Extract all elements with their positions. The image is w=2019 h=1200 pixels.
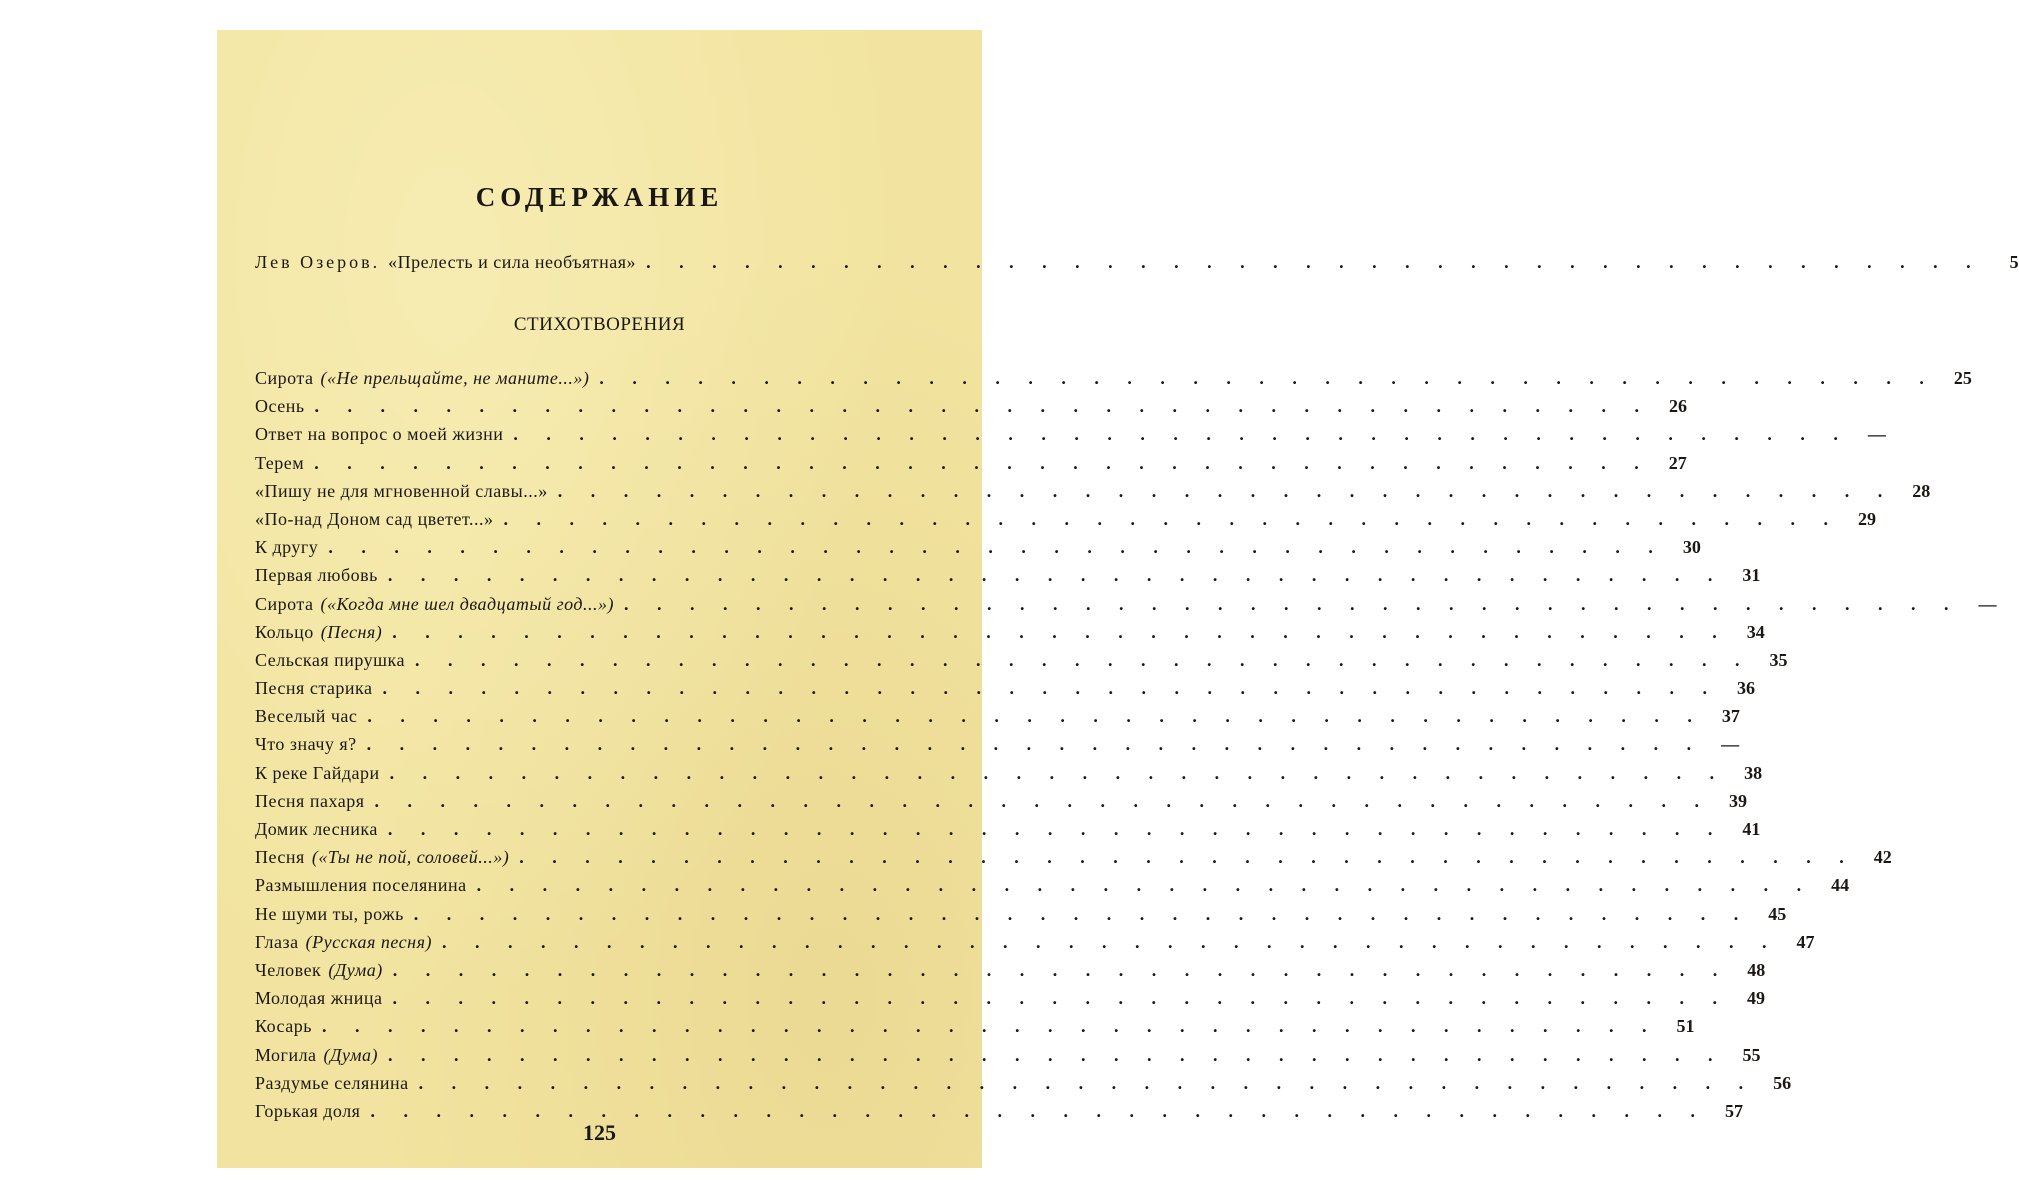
entry-title: Могила	[255, 1044, 317, 1065]
toc-entry	[255, 396, 1688, 424]
entry-page: 36	[1737, 678, 1755, 699]
entry-title: Косарь	[255, 1016, 312, 1037]
entry-page: 48	[1747, 959, 1766, 980]
leader-dots: . . . . . . . . . . . . . . . . . . . . . . . . . . . . . . . . . . . . . . . . .	[503, 508, 1840, 529]
toc-entry	[255, 678, 1755, 706]
leader-dots: . . . . . . . . . . . . . . . . . . . . . . . . . . . . . . . . . . . . . . . . .	[441, 931, 1779, 952]
entry-title: Сирота	[255, 368, 314, 388]
toc-entry	[255, 762, 1763, 791]
entry-note: (Песня)	[320, 621, 383, 642]
entry-page: 28	[1912, 480, 1931, 501]
entry-title: Размышления поселянина	[255, 875, 467, 896]
toc-entry	[255, 988, 1766, 1016]
toc-entry	[255, 734, 1740, 762]
leader-dots: . . . . . . . . . . . . . . . . . . . . . . . . . . . . . . . . . . . . . . . . .	[370, 1100, 1707, 1121]
entry-page: 34	[1746, 621, 1765, 642]
entry-title: Горькая доля	[255, 1100, 361, 1121]
toc-list	[255, 368, 1997, 1129]
entry-title: Кольцо	[255, 621, 314, 642]
entry-page: 45	[1768, 903, 1787, 924]
intro-title: «Прелесть и сила необъятная»	[388, 252, 637, 272]
toc-entry	[255, 593, 1997, 622]
entry-page: 39	[1729, 790, 1747, 811]
toc-entry	[255, 424, 1886, 452]
entry-title: Молодая жница	[255, 988, 383, 1009]
entry-page: 26	[1669, 396, 1688, 417]
entry-title: Веселый час	[255, 706, 358, 727]
toc-entry	[255, 1072, 1792, 1101]
leader-dots: . . . . . . . . . . . . . . . . . . . . . . . . . . . . . . . . . . . . . . . . .	[599, 368, 1936, 388]
entry-title: Сирота	[255, 593, 314, 614]
entry-title: К другу	[255, 537, 319, 558]
toc-entry	[255, 508, 1876, 537]
intro-leader-dots: . . . . . . . . . . . . . . . . . . . . . . . . . . . . . . . . . . . . . . . . .	[646, 252, 1983, 272]
leader-dots: . . . . . . . . . . . . . . . . . . . . . . . . . . . . . . . . . . . . . . . . .	[321, 1016, 1659, 1037]
entry-page: 56	[1773, 1072, 1792, 1093]
toc-entry	[255, 452, 1687, 481]
entry-title: Песня	[255, 847, 305, 868]
intro-page: 5	[2009, 252, 2019, 272]
entry-title: Песня пахаря	[255, 790, 365, 811]
leader-dots: . . . . . . . . . . . . . . . . . . . . . . . . . . . . . . . . . . . . . . . . .	[387, 565, 1725, 586]
toc-entry	[255, 875, 1850, 903]
entry-page: 44	[1831, 875, 1850, 896]
leader-dots: . . . . . . . . . . . . . . . . . . . . . . . . . . . . . . . . . . . . . . . . .	[374, 790, 1711, 811]
leader-dots: . . . . . . . . . . . . . . . . . . . . . . . . . . . . . . . . . . . . . . . . .	[519, 847, 1856, 868]
entry-page: 47	[1796, 931, 1815, 952]
entry-page: 27	[1668, 452, 1687, 473]
entry-page: 49	[1747, 988, 1766, 1009]
entry-title: Первая любовь	[255, 565, 378, 586]
entry-title: Что значу я?	[255, 734, 357, 755]
leader-dots: . . . . . . . . . . . . . . . . . . . . . . . . . . . . . . . . . . . . . . . . .	[366, 734, 1704, 755]
entry-page: 51	[1676, 1016, 1695, 1037]
entry-page: —	[1867, 424, 1886, 445]
leader-dots: . . . . . . . . . . . . . . . . . . . . . . . . . . . . . . . . . . . . . . . . .	[513, 424, 1850, 445]
toc-entry	[255, 931, 1815, 960]
toc-entry	[255, 1044, 1761, 1073]
leader-dots: . . . . . . . . . . . . . . . . . . . . . . . . . . . . . . . . . . . . . . . . .	[328, 537, 1665, 558]
entry-page: 31	[1742, 565, 1761, 586]
leader-dots: . . . . . . . . . . . . . . . . . . . . . . . . . . . . . . . . . . . . . . . . .	[388, 1044, 1725, 1065]
entry-page: 41	[1742, 819, 1761, 839]
entry-title: Ответ на вопрос о моей жизни	[255, 424, 504, 445]
entry-page: 29	[1857, 508, 1876, 529]
entry-title: Домик лесника	[255, 819, 378, 839]
entry-note: (Дума)	[328, 959, 383, 980]
entry-title: Осень	[255, 396, 305, 417]
entry-page: —	[1721, 734, 1740, 755]
book-page	[217, 30, 2019, 1168]
entry-page: 25	[1953, 368, 1972, 388]
toc-entry	[255, 819, 1761, 847]
leader-dots: . . . . . . . . . . . . . . . . . . . . . . . . . . . . . . . . . . . . . . . . .	[476, 875, 1814, 896]
leader-dots: . . . . . . . . . . . . . . . . . . . . . . . . . . . . . . . . . . . . . . . . .	[418, 1072, 1756, 1093]
toc-entry	[255, 847, 1892, 875]
entry-title: Раздумье селянина	[255, 1072, 409, 1093]
entry-page: 37	[1721, 706, 1740, 727]
entry-title: «По-над Доном сад цветет...»	[255, 508, 494, 529]
entry-note: («Не прельщайте, не маните...»)	[320, 368, 590, 388]
leader-dots: . . . . . . . . . . . . . . . . . . . . . . . . . . . . . . . . . . . . . . . . .	[392, 959, 1730, 980]
toc-entry	[255, 480, 1931, 509]
toc-entry	[255, 565, 1761, 593]
entry-page: 42	[1873, 847, 1892, 868]
entry-title: Не шуми ты, рожь	[255, 903, 404, 924]
leader-dots: . . . . . . . . . . . . . . . . . . . . . . . . . . . . . . . . . . . . . . . . .	[413, 903, 1751, 924]
leader-dots: . . . . . . . . . . . . . . . . . . . . . . . . . . . . . . . . . . . . . . . . .	[367, 706, 1704, 727]
entry-title: Человек	[255, 959, 322, 980]
entry-title: «Пишу не для мгновенной славы...»	[255, 480, 548, 501]
leader-dots: . . . . . . . . . . . . . . . . . . . . . . . . . . . . . . . . . . . . . . . . .	[389, 762, 1727, 783]
leader-dots: . . . . . . . . . . . . . . . . . . . . . . . . . . . . . . . . . . . . . . . . .	[623, 593, 1961, 614]
section-heading: СТИХОТВОРЕНИЯ	[513, 314, 686, 335]
intro-author: Лев Озеров.	[255, 252, 381, 272]
leader-dots: . . . . . . . . . . . . . . . . . . . . . . . . . . . . . . . . . . . . . . . . .	[387, 819, 1725, 839]
toc-entry	[255, 903, 1787, 932]
page-number: 125	[583, 1120, 616, 1145]
leader-dots: . . . . . . . . . . . . . . . . . . . . . . . . . . . . . . . . . . . . . . . . .	[392, 621, 1729, 642]
toc-entry	[255, 368, 1972, 396]
entry-page: 35	[1769, 649, 1788, 670]
toc-entry	[255, 537, 1701, 565]
entry-note: (Дума)	[323, 1044, 379, 1065]
leader-dots: . . . . . . . . . . . . . . . . . . . . . . . . . . . . . . . . . . . . . . . . .	[557, 480, 1895, 501]
entry-note: («Ты не пой, соловей...»)	[311, 847, 510, 868]
entry-title: Сельская пирушка	[255, 649, 405, 670]
toc-entry	[255, 621, 1765, 650]
leader-dots: . . . . . . . . . . . . . . . . . . . . . . . . . . . . . . . . . . . . . . . . .	[392, 988, 1730, 1009]
leader-dots: . . . . . . . . . . . . . . . . . . . . . . . . . . . . . . . . . . . . . . . . .	[314, 396, 1652, 417]
toc-title: СОДЕРЖАНИЕ	[475, 182, 724, 212]
entry-page: 30	[1682, 537, 1701, 558]
leader-dots: . . . . . . . . . . . . . . . . . . . . . . . . . . . . . . . . . . . . . . . . .	[314, 452, 1651, 473]
entry-page: 38	[1744, 762, 1763, 783]
toc-entry	[255, 649, 1788, 678]
intro-entry	[255, 252, 2019, 282]
entry-title: Терем	[255, 452, 305, 473]
entry-title: Глаза	[255, 931, 299, 952]
entry-title: Песня старика	[255, 678, 373, 699]
entry-note: («Когда мне шел двадцатый год...»)	[320, 593, 614, 614]
entry-page: 55	[1742, 1044, 1761, 1065]
leader-dots: . . . . . . . . . . . . . . . . . . . . . . . . . . . . . . . . . . . . . . . . .	[382, 678, 1719, 699]
entry-title: К реке Гайдари	[255, 762, 380, 783]
entry-page: 57	[1724, 1100, 1743, 1121]
toc-entry	[255, 790, 1747, 819]
toc-entry	[255, 959, 1766, 988]
leader-dots: . . . . . . . . . . . . . . . . . . . . . . . . . . . . . . . . . . . . . . . . .	[415, 649, 1752, 670]
toc-entry	[255, 1016, 1695, 1044]
entry-note: (Русская песня)	[305, 931, 432, 952]
toc-entry	[255, 706, 1740, 734]
entry-page: —	[1978, 593, 1997, 614]
